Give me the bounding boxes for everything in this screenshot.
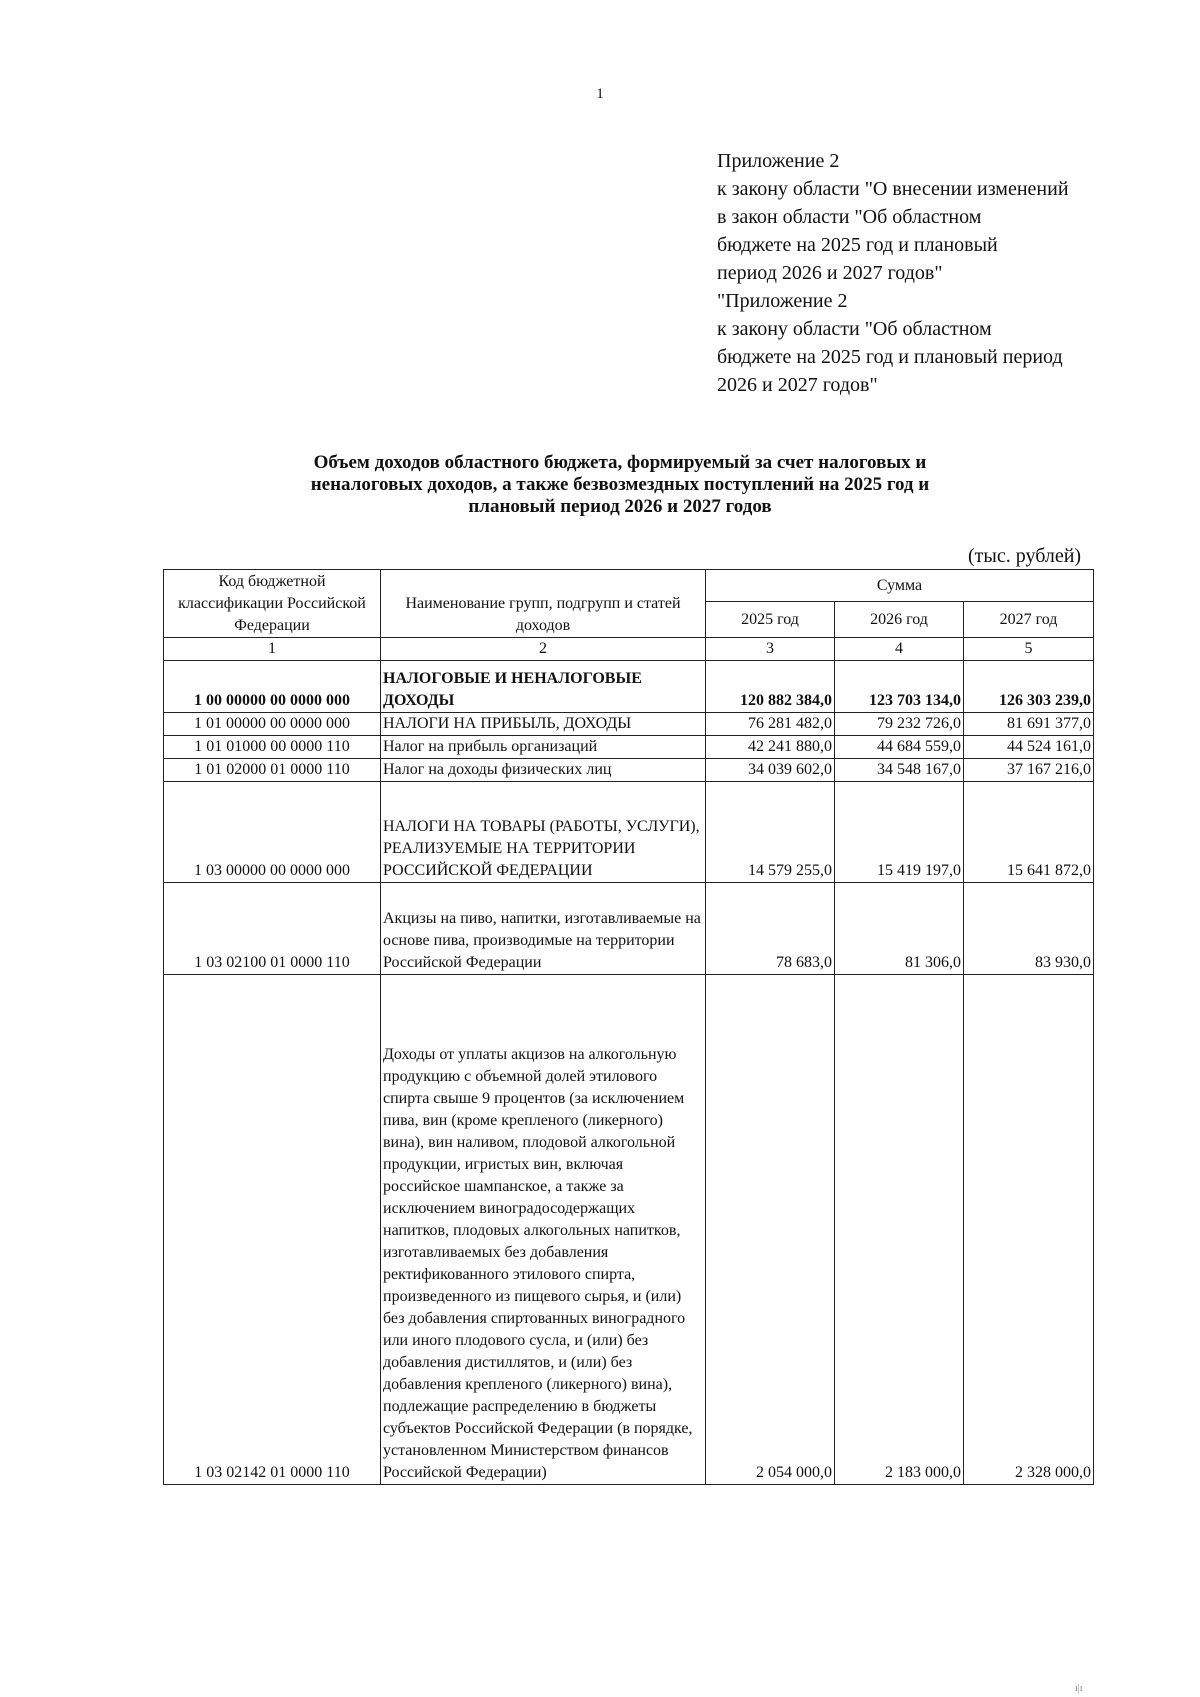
document-title <box>200 452 1040 518</box>
row-name: Налог на доходы физических лиц <box>381 759 706 782</box>
row-name: Налог на прибыль организаций <box>381 736 706 759</box>
table-row <box>164 736 1094 759</box>
annex-line: бюджете на 2025 год и плановый период <box>717 346 1063 368</box>
annex-line: к закону области "О внесении изменений <box>717 178 1069 200</box>
annex-line: к закону области "Об областном <box>717 318 992 340</box>
row-code: 1 03 02142 01 0000 110 <box>164 975 381 1485</box>
annex-line: бюджете на 2025 год и плановый <box>717 234 998 256</box>
column-number: 4 <box>835 638 964 661</box>
row-2026: 34 548 167,0 <box>835 759 964 782</box>
row-2027: 81 691 377,0 <box>964 713 1094 736</box>
header-name: Наименование групп, подгрупп и статей доходов <box>381 570 706 638</box>
budget-table <box>163 569 1094 1485</box>
column-number-row <box>164 638 1094 661</box>
column-number: 1 <box>164 638 381 661</box>
row-name: Акцизы на пиво, напитки, изготавливаемые на основе пива, производимые на территории Российской Федерации <box>381 883 706 975</box>
annex-line: "Приложение 2 <box>717 290 848 312</box>
row-code: 1 01 00000 00 0000 000 <box>164 713 381 736</box>
row-2027: 83 930,0 <box>964 883 1094 975</box>
page-number: 1 <box>596 86 604 102</box>
row-2027: 15 641 872,0 <box>964 782 1094 883</box>
column-number: 3 <box>706 638 835 661</box>
row-code: 1 01 02000 01 0000 110 <box>164 759 381 782</box>
units-label: (тыс. рублей) <box>968 545 1082 567</box>
row-code: 1 01 01000 00 0000 110 <box>164 736 381 759</box>
header-code: Код бюджетной классификации Российской Федерации <box>164 570 381 638</box>
row-2026: 81 306,0 <box>835 883 964 975</box>
header-year-2025: 2025 год <box>706 602 835 638</box>
row-2025: 120 882 384,0 <box>706 661 835 713</box>
row-code: 1 03 00000 00 0000 000 <box>164 782 381 883</box>
row-2025: 2 054 000,0 <box>706 975 835 1485</box>
scan-mark: ı|ı <box>1075 1683 1083 1694</box>
title-line: неналоговых доходов, а также безвозмездных поступлений на 2025 год и <box>310 474 930 495</box>
row-name: Доходы от уплаты акцизов на алкогольную продукцию с объемной долей этилового спирта свыше 9 процентов (за исключением пива, вин (кроме крепленого (ликерного) вина), вин наливом, плодовой алкогольной продукции, игристых вин, включая российское шампанское, а также за исключением виноградосодержащих напитков, плодовых алкогольных напитков, изготавливаемых без добавления ректификованного этилового спирта, произведенного из пищевого сырья, и (или) без добавления спиртованных виноградного или иного плодового сусла, и (или) без добавления дистиллятов, и (или) без добавления крепленого (ликерного) вина), подлежащие распределению в бюджеты субъектов Российской Федерации (в порядке, установленном Министерством финансов Российской Федерации) <box>381 975 706 1485</box>
column-number: 5 <box>964 638 1094 661</box>
row-2025: 42 241 880,0 <box>706 736 835 759</box>
table-row <box>164 782 1094 883</box>
row-2026: 15 419 197,0 <box>835 782 964 883</box>
row-code: 1 00 00000 00 0000 000 <box>164 661 381 713</box>
table-row <box>164 661 1094 713</box>
row-2025: 14 579 255,0 <box>706 782 835 883</box>
table-row <box>164 759 1094 782</box>
row-name: НАЛОГОВЫЕ И НЕНАЛОГОВЫЕ ДОХОДЫ <box>381 661 706 713</box>
header-year-2027: 2027 год <box>964 602 1094 638</box>
annex-line: 2026 и 2027 годов" <box>717 374 878 396</box>
table-row <box>164 883 1094 975</box>
title-line: плановый период 2026 и 2027 годов <box>468 496 772 517</box>
row-2025: 76 281 482,0 <box>706 713 835 736</box>
row-2026: 123 703 134,0 <box>835 661 964 713</box>
row-2025: 34 039 602,0 <box>706 759 835 782</box>
row-2027: 44 524 161,0 <box>964 736 1094 759</box>
row-name: НАЛОГИ НА ТОВАРЫ (РАБОТЫ, УСЛУГИ), РЕАЛИЗУЕМЫЕ НА ТЕРРИТОРИИ РОССИЙСКОЙ ФЕДЕРАЦИИ <box>381 782 706 883</box>
annex-block <box>717 147 1069 399</box>
annex-line: в закон области "Об областном <box>717 206 982 228</box>
row-name: НАЛОГИ НА ПРИБЫЛЬ, ДОХОДЫ <box>381 713 706 736</box>
title-line: Объем доходов областного бюджета, формируемый за счет налоговых и <box>313 452 927 473</box>
row-2027: 37 167 216,0 <box>964 759 1094 782</box>
row-2027: 2 328 000,0 <box>964 975 1094 1485</box>
row-2026: 79 232 726,0 <box>835 713 964 736</box>
header-sum: Сумма <box>706 570 1094 602</box>
row-2026: 2 183 000,0 <box>835 975 964 1485</box>
row-2026: 44 684 559,0 <box>835 736 964 759</box>
annex-line: период 2026 и 2027 годов" <box>717 262 943 284</box>
table-row <box>164 713 1094 736</box>
header-year-2026: 2026 год <box>835 602 964 638</box>
column-number: 2 <box>381 638 706 661</box>
annex-line: Приложение 2 <box>717 150 840 172</box>
row-code: 1 03 02100 01 0000 110 <box>164 883 381 975</box>
header-row <box>164 570 1094 602</box>
row-2027: 126 303 239,0 <box>964 661 1094 713</box>
table-row <box>164 975 1094 1485</box>
row-2025: 78 683,0 <box>706 883 835 975</box>
